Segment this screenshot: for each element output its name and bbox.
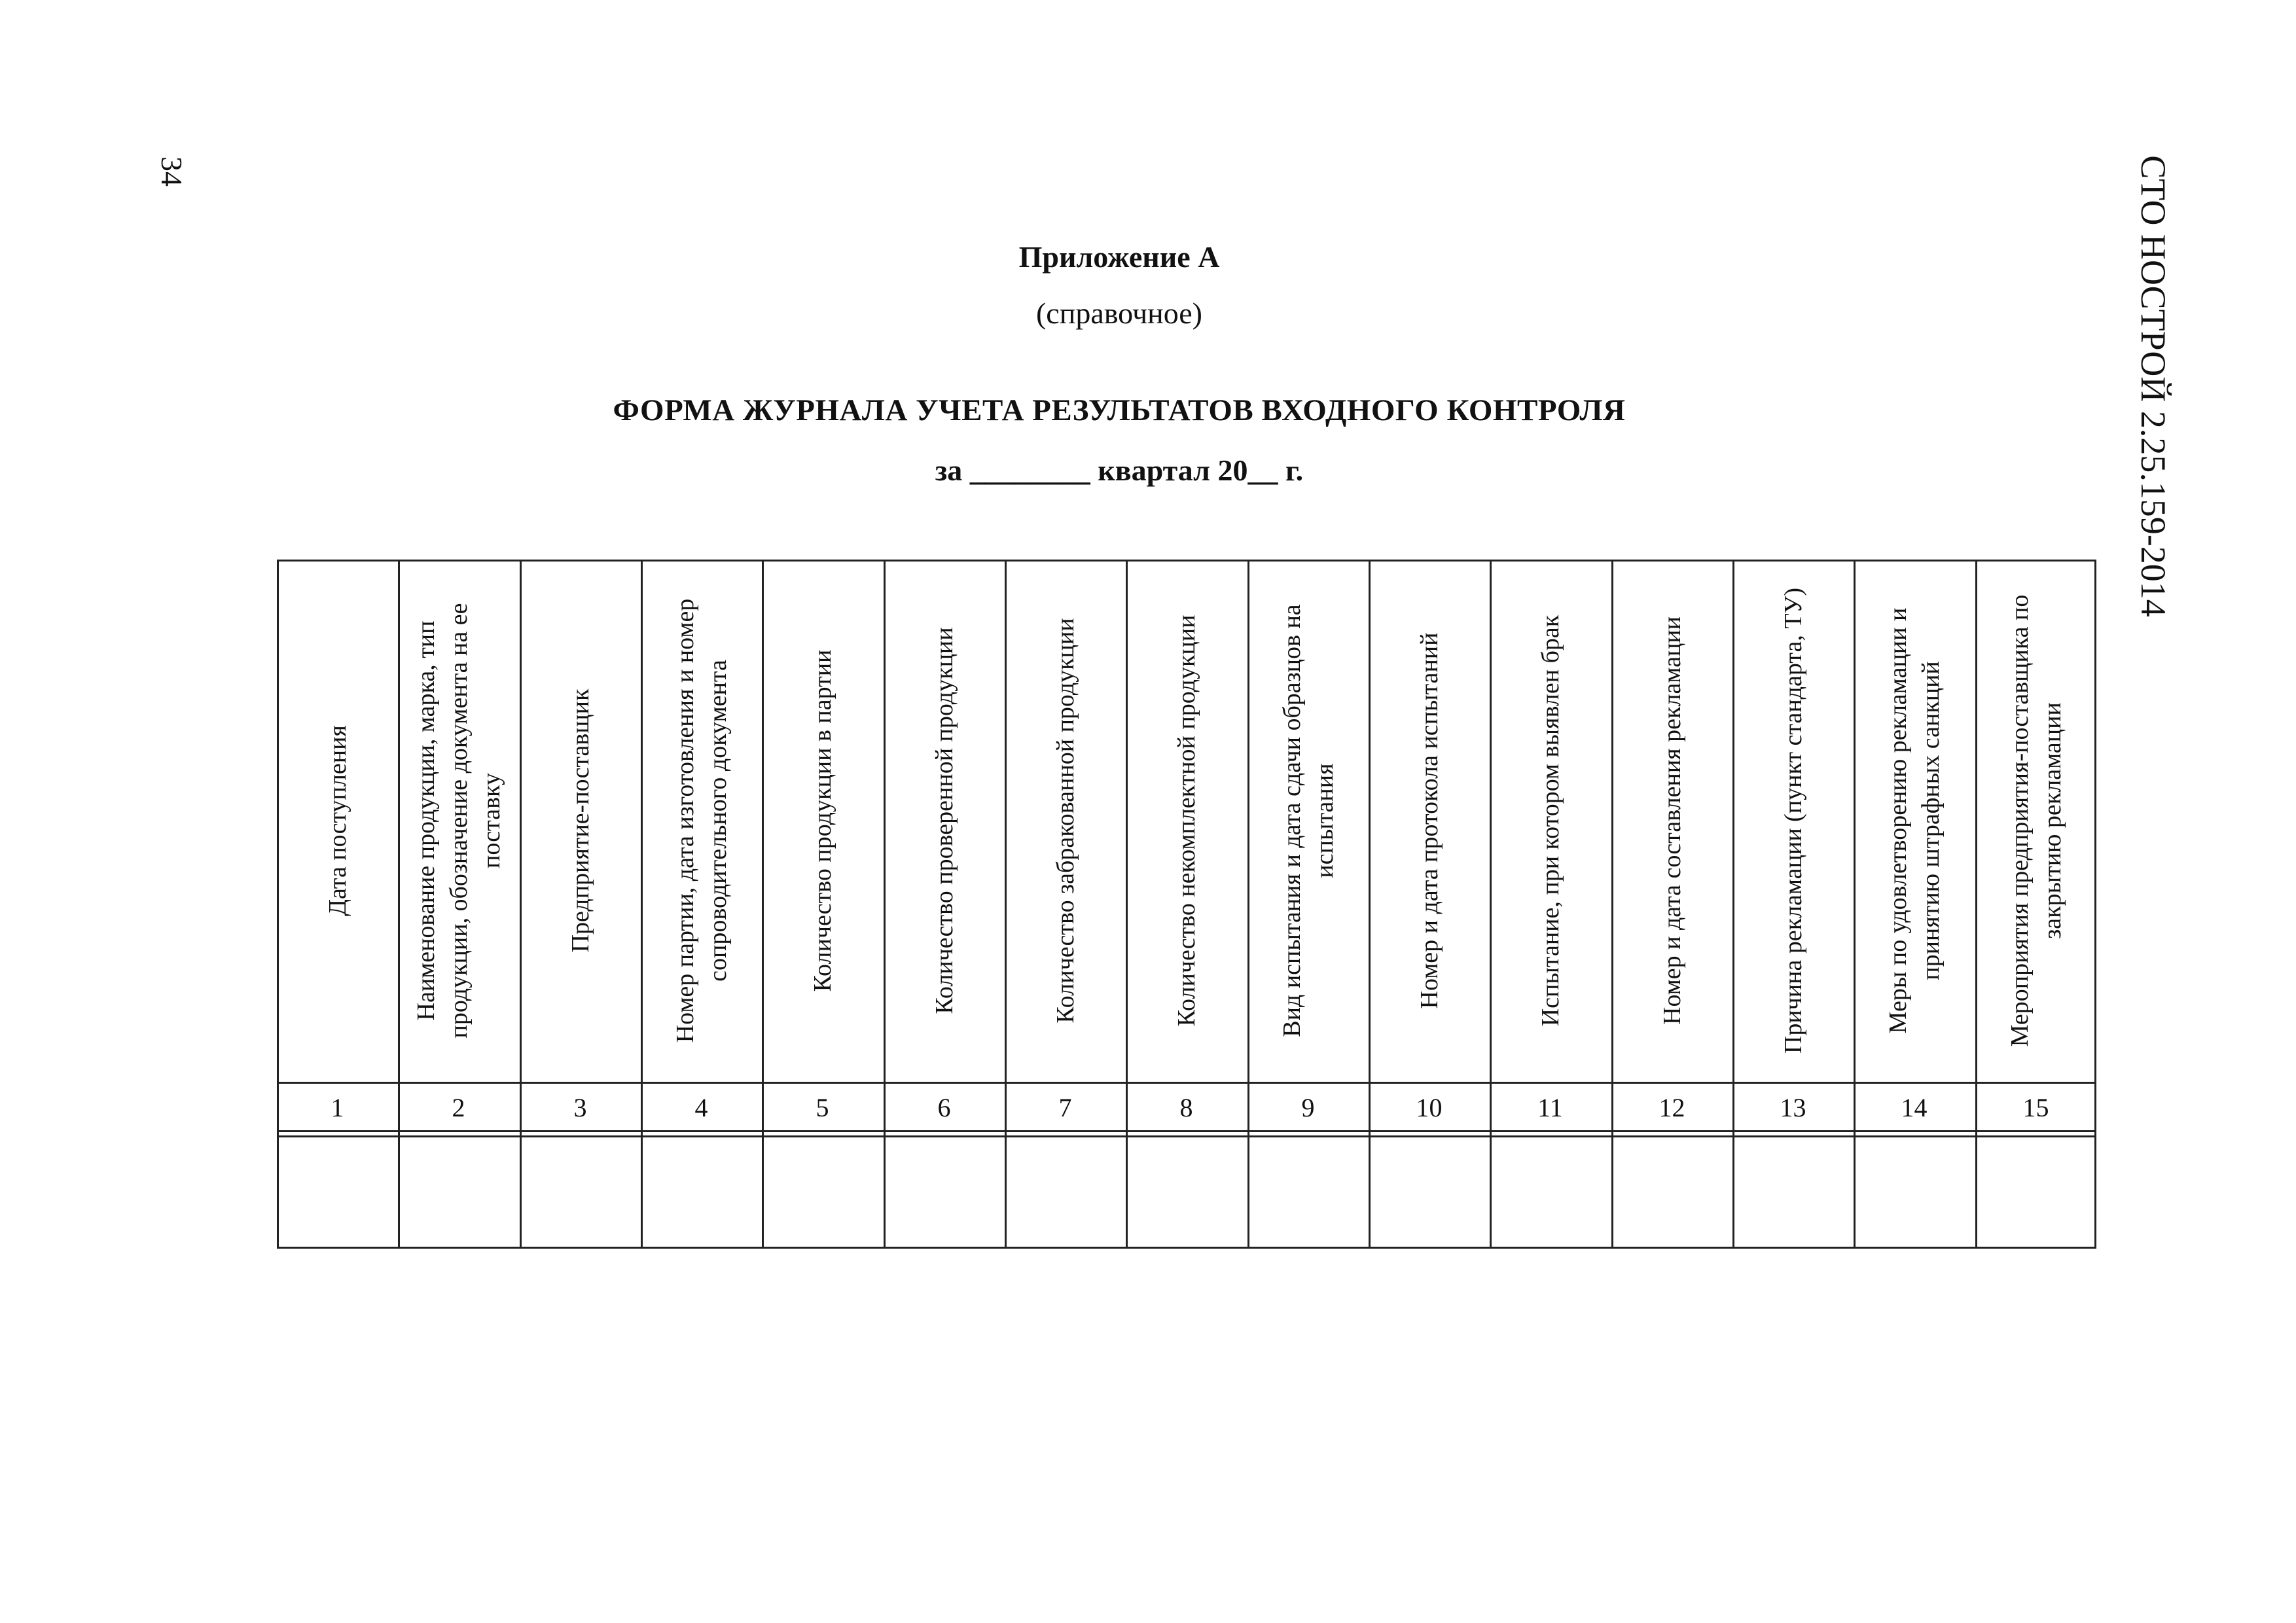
- table-empty-cell[interactable]: [1732, 1137, 1854, 1247]
- table-column-number: 6: [937, 1093, 951, 1122]
- table-empty-cell[interactable]: [1369, 1137, 1490, 1247]
- table-header-label: Испытание, при котором выявлен брак: [1536, 615, 1564, 1027]
- appendix-title: Приложение А: [1018, 240, 1220, 274]
- table-column-number: 1: [331, 1093, 344, 1122]
- table-header-label: Количество некомплектной продукции: [1172, 615, 1200, 1027]
- table-empty-cell[interactable]: [398, 1137, 519, 1247]
- table-column-number: 10: [1416, 1093, 1443, 1122]
- table-header-cell: [277, 560, 398, 1082]
- table-empty-cell[interactable]: [884, 1137, 1005, 1247]
- table-header-cell: [762, 560, 883, 1082]
- journal-table: [277, 560, 2096, 1249]
- table-header-cell: [1005, 560, 1126, 1082]
- table-header-label: Номер партии, дата изготовления и номер сопроводительного документа: [671, 598, 732, 1043]
- table-column-number: 3: [573, 1093, 587, 1122]
- table-header-cell: [1126, 560, 1247, 1082]
- table-column-number: 7: [1058, 1093, 1072, 1122]
- table-column-number: 4: [694, 1093, 708, 1122]
- table-header-cell: [1611, 560, 1732, 1082]
- table-header-cell: [1732, 560, 1854, 1082]
- table-row-divider: [277, 1082, 2096, 1084]
- table-column-number: 15: [2022, 1093, 2049, 1122]
- page-number: 34: [155, 156, 188, 187]
- table-header-label: Меры по удовлетворению рекламации и принятию штрафных санкций: [1884, 607, 1945, 1034]
- table-empty-cell[interactable]: [1611, 1137, 1732, 1247]
- table-empty-cell[interactable]: [762, 1137, 883, 1247]
- table-empty-cell[interactable]: [641, 1137, 762, 1247]
- table-empty-cell[interactable]: [1854, 1137, 1975, 1247]
- table-header-cell: [398, 560, 519, 1082]
- table-column-number: 8: [1179, 1093, 1193, 1122]
- table-header-cell: [1975, 560, 2096, 1082]
- table-header-cell: [1247, 560, 1369, 1082]
- table-header-label: Дата поступления: [323, 725, 351, 916]
- table-column-number: 5: [816, 1093, 829, 1122]
- table-header-label: Вид испытания и дата сдачи образцов на испытания: [1278, 604, 1338, 1037]
- period-line: за ________ квартал 20__ г.: [935, 454, 1304, 487]
- table-column-number: 11: [1537, 1093, 1563, 1122]
- table-empty-cell[interactable]: [1490, 1137, 1611, 1247]
- table-header-cell: [1490, 560, 1611, 1082]
- form-title: ФОРМА ЖУРНАЛА УЧЕТА РЕЗУЛЬТАТОВ ВХОДНОГО КОНТРОЛЯ: [613, 393, 1626, 427]
- table-header-cell: [520, 560, 641, 1082]
- table-header-label: Количество проверенной продукции: [930, 627, 958, 1014]
- table-empty-cell[interactable]: [277, 1137, 398, 1247]
- table-header-cell: [1854, 560, 1975, 1082]
- table-header-label: Количество забракованной продукции: [1051, 618, 1079, 1024]
- table-header-label: Номер и дата протокола испытаний: [1415, 632, 1443, 1009]
- appendix-subtitle: (справочное): [1035, 296, 1203, 330]
- table-header-label: Наименование продукции, марка, тип продукции, обозначение документа на ее поставку: [412, 603, 505, 1039]
- table-header-cell: [884, 560, 1005, 1082]
- table-column-number: 9: [1301, 1093, 1315, 1122]
- table-column-number: 13: [1780, 1093, 1806, 1122]
- table-column-number: 2: [452, 1093, 465, 1122]
- table-empty-cell[interactable]: [1126, 1137, 1247, 1247]
- table-header-label: Причина рекламации (пункт стандарта, ТУ): [1779, 587, 1807, 1054]
- table-header-label: Предприятие-поставщик: [566, 688, 594, 953]
- table-header-cell: [1369, 560, 1490, 1082]
- table-empty-cell[interactable]: [520, 1137, 641, 1247]
- table-column-number: 12: [1659, 1093, 1685, 1122]
- table-header-label: Номер и дата составления рекламации: [1658, 616, 1686, 1025]
- table-header-label: Мероприятия предприятия-поставщика по закрытию рекламации: [2005, 594, 2066, 1047]
- table-header-label: Количество продукции в партии: [808, 649, 836, 992]
- table-empty-cell[interactable]: [1975, 1137, 2096, 1247]
- table-row-divider: [277, 1247, 2096, 1249]
- document-code: СТО НОСТРОЙ 2.25.159-2014: [2134, 155, 2173, 617]
- table-header-cell: [641, 560, 762, 1082]
- table-column-number: 14: [1901, 1093, 1928, 1122]
- table-empty-cell[interactable]: [1247, 1137, 1369, 1247]
- table-empty-cell[interactable]: [1005, 1137, 1126, 1247]
